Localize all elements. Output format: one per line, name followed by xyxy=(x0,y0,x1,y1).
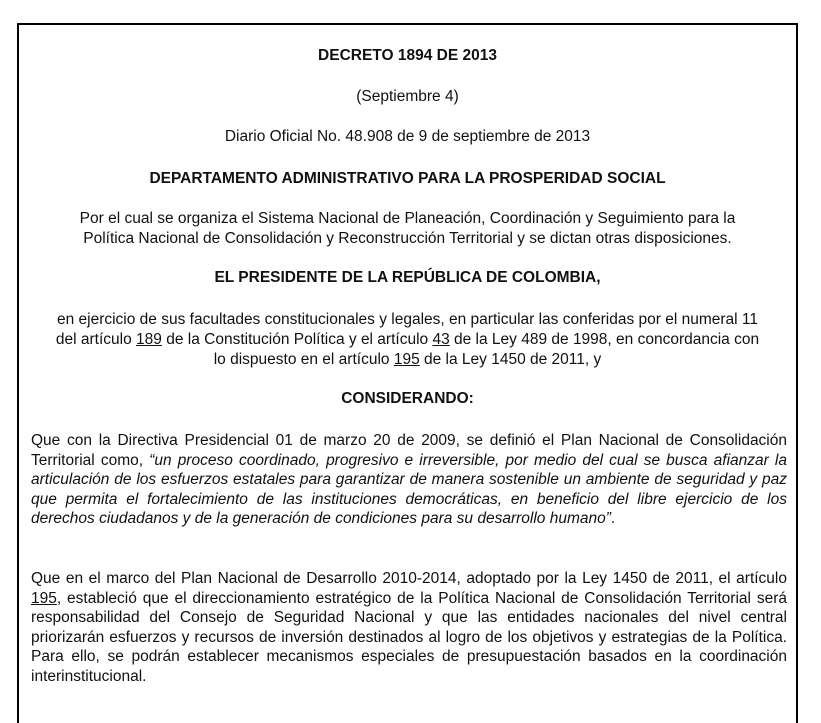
considering-paragraph-1 xyxy=(31,431,787,529)
directive-quote: “un proceso coordinado, progresivo e irreversible, por medio del cual se busca afianzar la articulación de los esfuerzos estatales para garantizar de manera sostenible un ambiente de seguridad y paz que permita el fortalecimiento de las instituciones democráticas, en beneficio del libre ejercicio de los derechos ciudadanos y de la generación de condiciones para su desarrollo humano” xyxy=(31,451,787,527)
considering-paragraph-2 xyxy=(31,569,787,686)
paragraph-text: Que con la Directiva Presidencial 01 de marzo 20 de 2009, se definió el Plan Nacional de Consolidación Territorial como, xyxy=(31,432,787,469)
summary-line-1: Por el cual se organiza el Sistema Nacional de Planeación, Coordinación y Seguimiento para la xyxy=(79,210,736,227)
powers-text: de la Constitución Política y el artículo xyxy=(161,331,433,348)
powers-text: del artículo xyxy=(55,331,137,348)
decree-title: DECRETO 1894 DE 2013 xyxy=(318,47,497,64)
authority-heading: EL PRESIDENTE DE LA REPÚBLICA DE COLOMBIA, xyxy=(214,269,601,286)
decree-summary xyxy=(19,209,796,249)
powers-text: de la Ley 489 de 1998, en concordancia con xyxy=(449,331,760,348)
department-heading: DEPARTAMENTO ADMINISTRATIVO PARA LA PROSPERIDAD SOCIAL xyxy=(149,170,666,187)
decree-date: (Septiembre 4) xyxy=(356,88,459,105)
paragraph-text: , estableció que el direccionamiento estratégico de la Política Nacional de Consolidación Territorial será responsabilidad del Consejo de Seguridad Nacional y que las entidades nacionales del nivel central priorizarán esfuerzos y recursos de inversión destinados al logro de los objetivos y estrategias de la Política. Para ello, se podrán establecer mecanismos especiales de presupuestación basados en la coordinación interinstitucional. xyxy=(31,589,787,685)
document-page xyxy=(17,23,798,723)
paragraph-text: Que en el marco del Plan Nacional de Desarrollo 2010-2014, adoptado por la Ley 1450 de 2011, el artículo xyxy=(31,570,787,587)
powers-line-1: en ejercicio de sus facultades constitucionales y legales, en particular las conferidas por el numeral 11 xyxy=(56,311,759,328)
article-43-link[interactable]: 43 xyxy=(432,331,450,348)
summary-line-2: Política Nacional de Consolidación y Reconstrucción Territorial y se dictan otras disposiciones. xyxy=(83,230,732,247)
considering-heading: CONSIDERANDO: xyxy=(341,390,474,407)
gazette-reference: Diario Oficial No. 48.908 de 9 de septiembre de 2013 xyxy=(224,128,591,145)
article-195-link[interactable]: 195 xyxy=(393,351,420,368)
article-189-link[interactable]: 189 xyxy=(136,331,162,348)
powers-text: lo dispuesto en el artículo xyxy=(213,351,394,368)
article-195-link-2[interactable]: 195 xyxy=(31,589,57,607)
powers-text: de la Ley 1450 de 2011, y xyxy=(419,351,602,368)
paragraph-text: . xyxy=(610,510,616,527)
powers-paragraph xyxy=(19,310,796,370)
